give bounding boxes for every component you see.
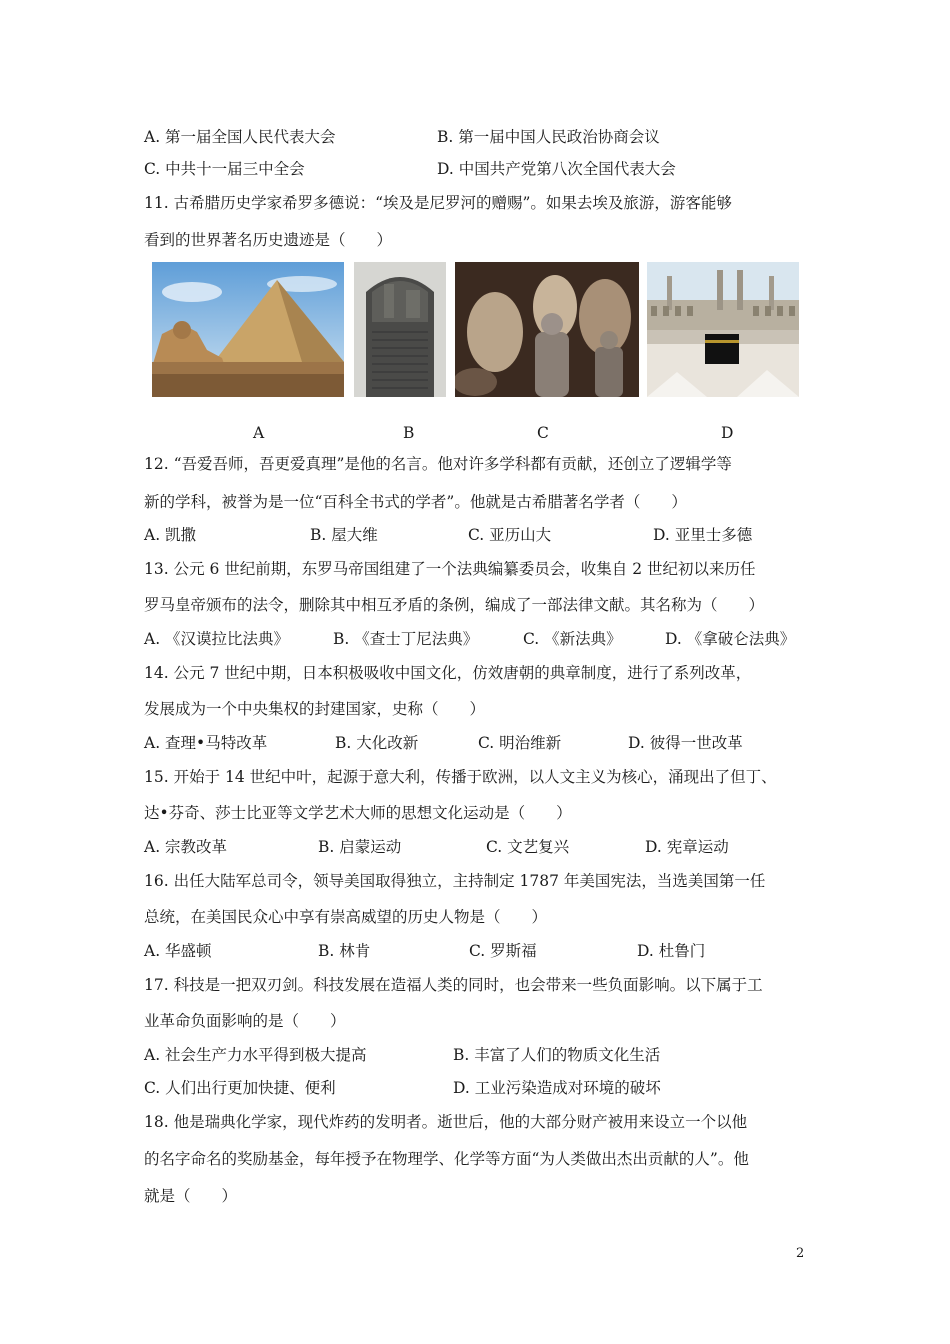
q16-stem-line2: 总统，在美国民众心中享有崇高威望的历史人物是（ ）: [144, 908, 548, 926]
q16-option-b: B. 林肯: [318, 942, 371, 960]
q15-option-c: C. 文艺复兴: [486, 838, 570, 856]
q12-stem-line1: 12. “吾爱吾师，吾更爱真理”是他的名言。他对许多学科都有贡献，还创立了逻辑学等: [144, 455, 732, 473]
q10-option-a: A. 第一届全国人民代表大会: [144, 128, 336, 146]
q12-option-a: A. 凯撒: [144, 526, 197, 544]
q15-stem-line2: 达•芬奇、莎士比亚等文学艺术大师的思想文化运动是（ ）: [144, 804, 572, 822]
q16-stem-line1: 16. 出任大陆军总司令，领导美国取得独立，主持制定 1787 年美国宪法，当选美国第一任: [144, 872, 766, 890]
image-hammurabi-stele: [354, 262, 446, 397]
q15-option-d: D. 宪章运动: [645, 838, 729, 856]
image-terracotta-army: [455, 262, 639, 397]
q13-option-d: D. 《拿破仑法典》: [665, 630, 796, 648]
image-sphinx-pyramid: [152, 262, 344, 397]
image-kaaba-mecca: [647, 262, 799, 397]
q14-option-c: C. 明治维新: [478, 734, 562, 752]
q18-stem-line1: 18. 他是瑞典化学家，现代炸药的发明者。逝世后，他的大部分财产被用来设立一个以他: [144, 1113, 748, 1131]
q14-option-a: A. 查理•马特改革: [144, 734, 268, 752]
q10-option-b: B. 第一届中国人民政治协商会议: [437, 128, 660, 146]
q13-option-c: C. 《新法典》: [523, 630, 622, 648]
q13-stem-line2: 罗马皇帝颁布的法令，删除其中相互矛盾的条例，编成了一部法律文献。其名称为（ ）: [144, 596, 765, 614]
q11-stem-line2: 看到的世界著名历史遗迹是（ ）: [144, 231, 393, 249]
q18-stem-line2: 的名字命名的奖励基金，每年授予在物理学、化学等方面“为人类做出杰出贡献的人”。他: [144, 1150, 749, 1168]
q11-stem-line1: 11. 古希腊历史学家希罗多德说：“埃及是尼罗河的赠赐”。如果去埃及旅游，游客能够: [144, 194, 732, 212]
q12-option-c: C. 亚历山大: [468, 526, 552, 544]
q14-stem-line1: 14. 公元 7 世纪中期，日本积极吸收中国文化，仿效唐朝的典章制度，进行了系列改革，: [144, 664, 752, 682]
q14-option-b: B. 大化改新: [335, 734, 419, 752]
q14-stem-line2: 发展成为一个中央集权的封建国家，史称（ ）: [144, 700, 486, 718]
q16-option-c: C. 罗斯福: [469, 942, 537, 960]
image-label-c: C: [537, 424, 549, 442]
page-number: 2: [796, 1246, 805, 1261]
q13-option-a: A. 《汉谟拉比法典》: [144, 630, 290, 648]
q17-option-d: D. 工业污染造成对环境的破坏: [453, 1079, 661, 1097]
q13-stem-line1: 13. 公元 6 世纪前期，东罗马帝国组建了一个法典编纂委员会，收集自 2 世纪初以来历任: [144, 560, 756, 578]
q15-option-a: A. 宗教改革: [144, 838, 228, 856]
q14-option-d: D. 彼得一世改革: [628, 734, 743, 752]
q17-option-a: A. 社会生产力水平得到极大提高: [144, 1046, 367, 1064]
q17-option-c: C. 人们出行更加快捷、便利: [144, 1079, 336, 1097]
q16-option-d: D. 杜鲁门: [637, 942, 706, 960]
q17-option-b: B. 丰富了人们的物质文化生活: [453, 1046, 661, 1064]
q18-stem-line3: 就是（ ）: [144, 1187, 238, 1205]
image-label-d: D: [721, 424, 734, 442]
q17-stem-line1: 17. 科技是一把双刃剑。科技发展在造福人类的同时，也会带来一些负面影响。以下属于工: [144, 976, 763, 994]
q10-option-d: D. 中国共产党第八次全国代表大会: [437, 160, 676, 178]
q12-option-d: D. 亚里士多德: [653, 526, 753, 544]
q17-stem-line2: 业革命负面影响的是（ ）: [144, 1012, 346, 1030]
image-label-a: A: [253, 424, 265, 442]
q15-option-b: B. 启蒙运动: [318, 838, 402, 856]
image-label-b: B: [403, 424, 415, 442]
q10-option-c: C. 中共十一届三中全会: [144, 160, 305, 178]
q15-stem-line1: 15. 开始于 14 世纪中叶，起源于意大利，传播于欧洲，以人文主义为核心，涌现出了但丁、: [144, 768, 777, 786]
q12-option-b: B. 屋大维: [310, 526, 378, 544]
q12-stem-line2: 新的学科，被誉为是一位“百科全书式的学者”。他就是古希腊著名学者（ ）: [144, 493, 687, 511]
q16-option-a: A. 华盛顿: [144, 942, 212, 960]
q13-option-b: B. 《查士丁尼法典》: [333, 630, 479, 648]
